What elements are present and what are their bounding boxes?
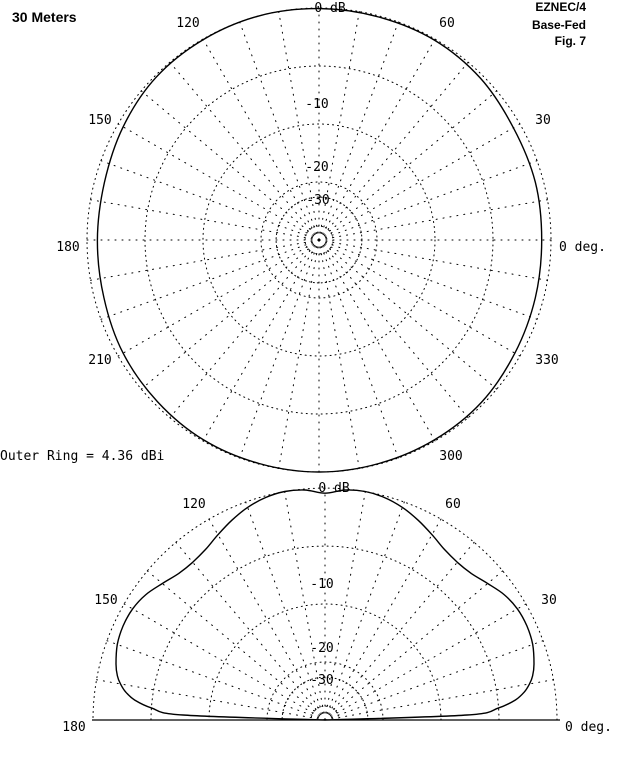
grid-spoke [203,240,319,441]
grid-spoke [319,22,398,240]
azimuth-angle-120: 120 [176,16,200,31]
azimuth-angle-180: 180 [56,240,80,255]
grid-spoke [319,39,435,240]
azimuth-angle-300: 300 [439,449,463,464]
elevation-angle-180: 180 [62,720,86,735]
grid-spoke [141,240,319,389]
azimuth-ring-label-minus10: -10 [305,97,329,112]
outer-ring-note: Outer Ring = 4.36 dBi [0,449,165,464]
elevation-plot [62,481,612,735]
grid-spoke [124,604,325,720]
elevation-angle-0: 0 deg. [565,720,612,735]
azimuth-angle-30: 30 [535,113,551,128]
grid-spoke [209,519,325,720]
azimuth-ring-label-minus20: -20 [305,160,329,175]
figure-label: Fig. 7 [554,34,586,48]
azimuth-ring-label-minus30: -30 [306,193,330,208]
grid-spoke [319,240,398,458]
azimuth-angle-0: 0 deg. [559,240,606,255]
elevation-angle-120: 120 [182,497,206,512]
azimuth-angle-150: 150 [88,113,112,128]
grid-spoke [147,571,325,720]
grid-spoke [319,200,548,240]
grid-spoke [176,542,325,720]
band-title: 30 Meters [12,9,77,25]
program-label: EZNEC/4 [535,0,586,14]
azimuth-angle-60: 60 [439,16,455,31]
grid-spoke [97,680,326,720]
grid-spoke [91,200,320,240]
azimuth-plot [56,1,606,472]
elevation-angle-60: 60 [445,497,461,512]
azimuth-angle-330: 330 [535,353,559,368]
grid-spoke [101,240,319,319]
grid-spoke [279,240,319,469]
elevation-ring-label-minus20: -20 [310,641,334,656]
grid-spoke [107,641,325,720]
grid-spoke [319,124,520,240]
grid-spoke [240,240,319,458]
azimuth-outer-ring-label: 0 dB [314,1,346,16]
azimuth-angle-210: 210 [88,353,112,368]
grid-spoke [118,240,319,356]
elevation-ring-label-minus30: -30 [310,673,334,688]
grid-spoke [91,240,320,280]
config-label: Base-Fed [531,18,586,32]
grid-spoke [319,240,359,469]
grid-spoke [319,91,497,240]
elevation-ring-label-minus10: -10 [310,577,334,592]
grid-spoke [319,161,537,240]
grid-spoke [319,62,468,240]
grid-spoke [325,502,404,720]
elevation-angle-150: 150 [94,593,118,608]
grid-spoke [170,240,319,418]
elevation-angle-30: 30 [541,593,557,608]
elevation-outer-ring-label: 0 dB [318,481,350,496]
